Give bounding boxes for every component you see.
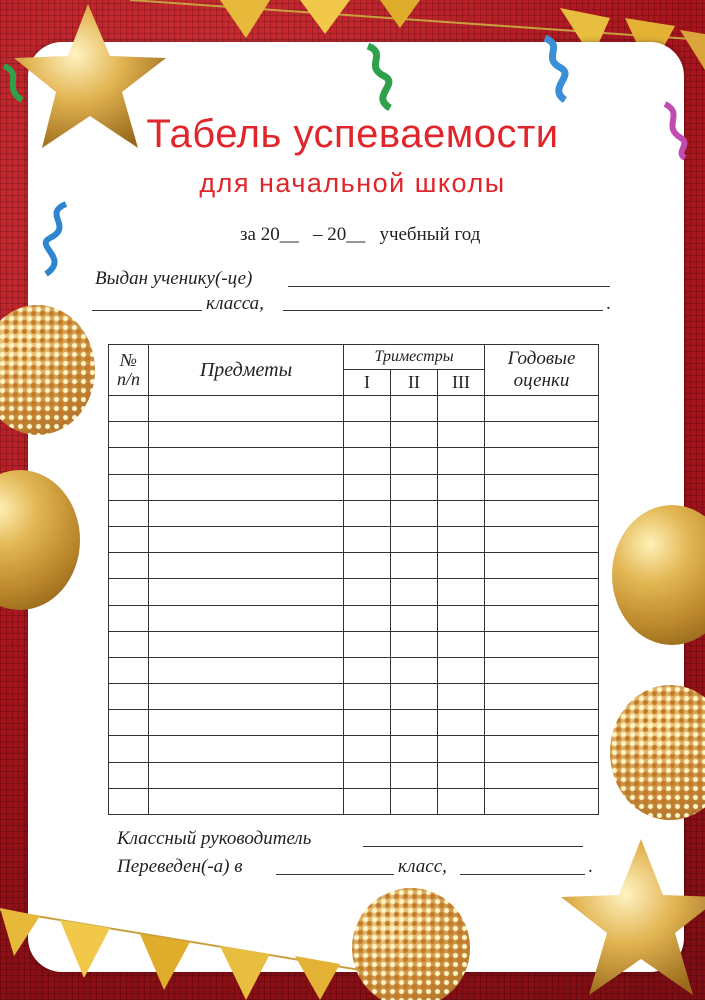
- transfer-date-field[interactable]: [460, 874, 585, 875]
- period-2: .: [588, 856, 593, 877]
- cell-trimester-2[interactable]: [391, 657, 438, 683]
- pennant-icon: [295, 956, 340, 1000]
- cell-number[interactable]: [109, 657, 149, 683]
- header-trimester-3: III: [438, 370, 485, 396]
- cell-trimester-1[interactable]: [344, 762, 391, 788]
- school-year-line: за 20__ – 20__ учебный год: [240, 224, 481, 245]
- cell-annual-grade[interactable]: [485, 396, 599, 422]
- cell-number[interactable]: [109, 422, 149, 448]
- cell-trimester-1[interactable]: [344, 553, 391, 579]
- cell-number[interactable]: [109, 684, 149, 710]
- cell-trimester-3[interactable]: [438, 605, 485, 631]
- cell-trimester-2[interactable]: [391, 788, 438, 814]
- table-row: [109, 657, 599, 683]
- pennant-icon: [140, 934, 190, 990]
- cell-trimester-1[interactable]: [344, 710, 391, 736]
- cell-annual-grade[interactable]: [485, 422, 599, 448]
- cell-annual-grade[interactable]: [485, 526, 599, 552]
- table-row: [109, 605, 599, 631]
- transfer-grade-field[interactable]: [276, 874, 394, 875]
- cell-subject[interactable]: [149, 631, 344, 657]
- cell-trimester-2[interactable]: [391, 579, 438, 605]
- cell-number[interactable]: [109, 631, 149, 657]
- grades-table: [108, 344, 599, 815]
- table-row: [109, 710, 599, 736]
- pennant-icon: [220, 0, 270, 38]
- school-name-field[interactable]: [283, 310, 603, 311]
- cell-subject[interactable]: [149, 500, 344, 526]
- cell-subject[interactable]: [149, 605, 344, 631]
- page-title: Табель успеваемости: [146, 112, 559, 156]
- cell-subject[interactable]: [149, 710, 344, 736]
- pennant-icon: [300, 0, 350, 34]
- cell-number[interactable]: [109, 526, 149, 552]
- pennant-icon: [60, 920, 110, 978]
- cell-trimester-3[interactable]: [438, 762, 485, 788]
- cell-trimester-3[interactable]: [438, 553, 485, 579]
- pennant-icon: [380, 0, 420, 28]
- period: .: [606, 293, 611, 314]
- cell-subject[interactable]: [149, 448, 344, 474]
- table-row: [109, 422, 599, 448]
- cell-annual-grade[interactable]: [485, 448, 599, 474]
- cell-trimester-3[interactable]: [438, 422, 485, 448]
- pennant-icon: [0, 908, 40, 956]
- balloon-icon: [352, 888, 470, 1000]
- cell-trimester-1[interactable]: [344, 631, 391, 657]
- cell-number[interactable]: [109, 710, 149, 736]
- streamer-icon: [36, 200, 86, 280]
- table-row: [109, 526, 599, 552]
- cell-trimester-1[interactable]: [344, 500, 391, 526]
- cell-number[interactable]: [109, 762, 149, 788]
- cell-trimester-1[interactable]: [344, 422, 391, 448]
- cell-trimester-3[interactable]: [438, 500, 485, 526]
- cell-annual-grade[interactable]: [485, 710, 599, 736]
- header-subjects: Предметы: [149, 345, 344, 396]
- cell-annual-grade[interactable]: [485, 657, 599, 683]
- cell-subject[interactable]: [149, 657, 344, 683]
- cell-trimester-2[interactable]: [391, 474, 438, 500]
- cell-trimester-2[interactable]: [391, 422, 438, 448]
- cell-subject[interactable]: [149, 684, 344, 710]
- cell-trimester-1[interactable]: [344, 736, 391, 762]
- cell-subject[interactable]: [149, 579, 344, 605]
- cell-trimester-2[interactable]: [391, 500, 438, 526]
- cell-annual-grade[interactable]: [485, 579, 599, 605]
- cell-trimester-3[interactable]: [438, 526, 485, 552]
- student-name-field[interactable]: [288, 286, 610, 287]
- cell-trimester-2[interactable]: [391, 448, 438, 474]
- cell-trimester-1[interactable]: [344, 657, 391, 683]
- cell-subject[interactable]: [149, 396, 344, 422]
- table-row: [109, 788, 599, 814]
- cell-subject[interactable]: [149, 553, 344, 579]
- class-label: класса,: [206, 293, 264, 314]
- cell-trimester-2[interactable]: [391, 605, 438, 631]
- cell-annual-grade[interactable]: [485, 788, 599, 814]
- cell-number[interactable]: [109, 396, 149, 422]
- header-number-top: №: [120, 350, 137, 370]
- table-row: [109, 448, 599, 474]
- star-icon: [555, 835, 705, 1000]
- cell-trimester-2[interactable]: [391, 396, 438, 422]
- header-trimesters: Триместры: [344, 345, 485, 370]
- table-row: [109, 474, 599, 500]
- cell-trimester-3[interactable]: [438, 710, 485, 736]
- issued-to-label: Выдан ученику(-це): [95, 268, 253, 289]
- cell-trimester-1[interactable]: [344, 474, 391, 500]
- cell-subject[interactable]: [149, 474, 344, 500]
- cell-trimester-1[interactable]: [344, 579, 391, 605]
- table-row: [109, 762, 599, 788]
- table-row: [109, 631, 599, 657]
- cell-annual-grade[interactable]: [485, 631, 599, 657]
- cell-trimester-3[interactable]: [438, 396, 485, 422]
- cell-number[interactable]: [109, 553, 149, 579]
- cell-annual-grade[interactable]: [485, 553, 599, 579]
- cell-trimester-2[interactable]: [391, 553, 438, 579]
- cell-trimester-3[interactable]: [438, 657, 485, 683]
- header-number: [109, 345, 149, 396]
- transferred-label: Переведен(-а) в: [117, 856, 243, 877]
- cell-trimester-3[interactable]: [438, 579, 485, 605]
- cell-trimester-1[interactable]: [344, 526, 391, 552]
- header-trimester-2: II: [391, 370, 438, 396]
- streamer-icon: [360, 42, 400, 112]
- cell-trimester-2[interactable]: [391, 684, 438, 710]
- header-annual-grades: [485, 345, 599, 396]
- cell-trimester-1[interactable]: [344, 684, 391, 710]
- table-row: [109, 396, 599, 422]
- cell-trimester-3[interactable]: [438, 684, 485, 710]
- cell-annual-grade[interactable]: [485, 762, 599, 788]
- cell-trimester-3[interactable]: [438, 448, 485, 474]
- header-number-bottom: п/п: [116, 369, 140, 389]
- pennant-icon: [680, 30, 705, 70]
- class-teacher-label: Классный руководитель: [117, 828, 312, 849]
- cell-subject[interactable]: [149, 736, 344, 762]
- cell-number[interactable]: [109, 605, 149, 631]
- cell-annual-grade[interactable]: [485, 684, 599, 710]
- cell-subject[interactable]: [149, 762, 344, 788]
- cell-trimester-3[interactable]: [438, 788, 485, 814]
- cell-trimester-1[interactable]: [344, 605, 391, 631]
- cell-annual-grade[interactable]: [485, 474, 599, 500]
- cell-number[interactable]: [109, 579, 149, 605]
- table-row: [109, 736, 599, 762]
- cell-annual-grade[interactable]: [485, 605, 599, 631]
- cell-number[interactable]: [109, 448, 149, 474]
- class-teacher-field[interactable]: [363, 846, 583, 847]
- class-number-field[interactable]: [92, 310, 202, 311]
- header-annual-bottom: оценки: [513, 370, 570, 391]
- pennant-garland-bottom: [0, 890, 360, 1000]
- cell-subject[interactable]: [149, 788, 344, 814]
- streamer-icon: [535, 34, 575, 104]
- cell-annual-grade[interactable]: [485, 500, 599, 526]
- table-row: [109, 579, 599, 605]
- cell-trimester-2[interactable]: [391, 526, 438, 552]
- cell-trimester-1[interactable]: [344, 788, 391, 814]
- cell-number[interactable]: [109, 788, 149, 814]
- header-trimester-1: I: [344, 370, 391, 396]
- header-annual-top: Годовые: [507, 348, 576, 369]
- cell-trimester-3[interactable]: [438, 474, 485, 500]
- cell-trimester-2[interactable]: [391, 762, 438, 788]
- cell-trimester-2[interactable]: [391, 631, 438, 657]
- transfer-class-label: класс,: [398, 856, 447, 877]
- cell-subject[interactable]: [149, 422, 344, 448]
- cell-annual-grade[interactable]: [485, 736, 599, 762]
- cell-number[interactable]: [109, 500, 149, 526]
- cell-trimester-2[interactable]: [391, 710, 438, 736]
- page-subtitle: для начальной школы: [199, 168, 506, 198]
- pennant-icon: [220, 946, 270, 1000]
- cell-trimester-3[interactable]: [438, 631, 485, 657]
- cell-trimester-3[interactable]: [438, 736, 485, 762]
- cell-trimester-1[interactable]: [344, 448, 391, 474]
- cell-trimester-2[interactable]: [391, 736, 438, 762]
- cell-number[interactable]: [109, 474, 149, 500]
- table-row: [109, 553, 599, 579]
- table-row: [109, 500, 599, 526]
- cell-subject[interactable]: [149, 526, 344, 552]
- cell-number[interactable]: [109, 736, 149, 762]
- table-row: [109, 684, 599, 710]
- cell-trimester-1[interactable]: [344, 396, 391, 422]
